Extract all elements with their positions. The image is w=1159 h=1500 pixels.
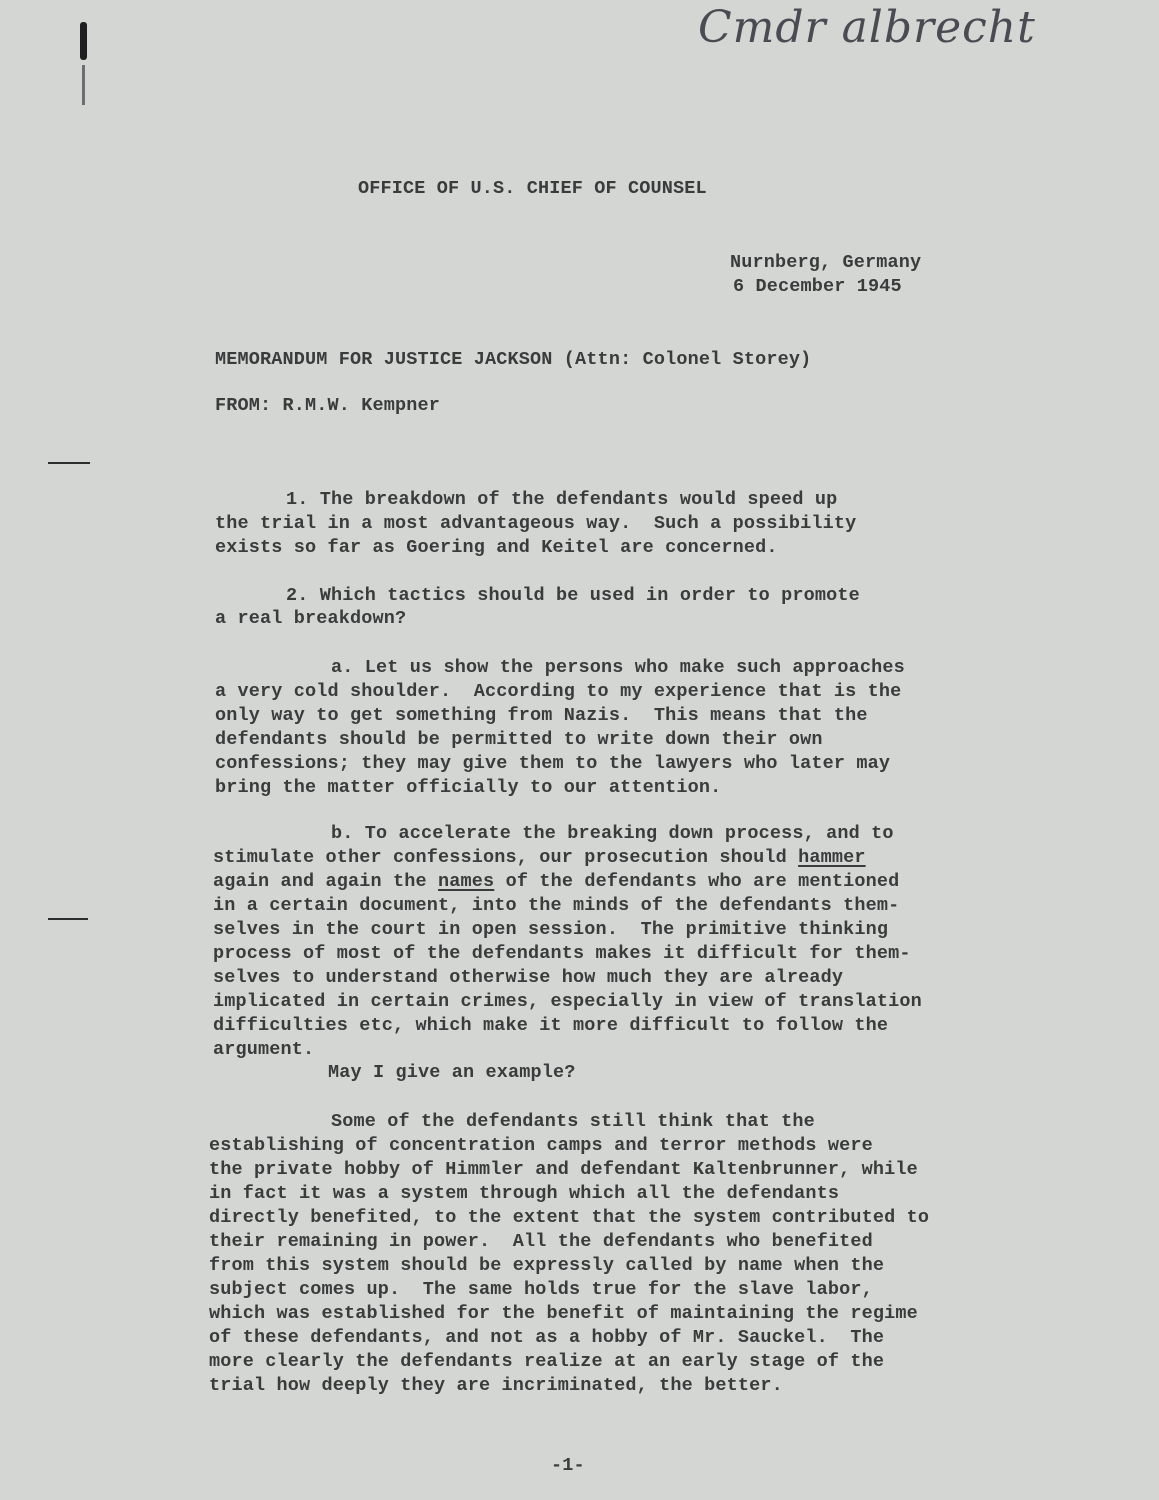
example-paragraph-line: their remaining in power. All the defendants who benefited — [209, 1231, 873, 1252]
paragraph-a-line: a. Let us show the persons who make such approaches — [331, 657, 905, 678]
paragraph-b-text: stimulate other confessions, our prosecution should — [213, 847, 799, 868]
binder-hole-mark — [80, 22, 87, 60]
paragraph-1-line: the trial in a most advantageous way. Such a possibility — [215, 513, 857, 534]
paragraph-1-line: 1. The breakdown of the defendants would speed up — [286, 489, 838, 510]
date-line: 6 December 1945 — [733, 276, 902, 297]
handwritten-annotation: Cmdr albrecht — [698, 2, 1036, 53]
paragraph-2-line: 2. Which tactics should be used in order to promote — [286, 585, 860, 606]
underlined-word-names: names — [438, 871, 495, 892]
paragraph-b-line — [213, 846, 866, 870]
paragraph-b-line: in a certain document, into the minds of the defendants them- — [213, 895, 900, 916]
memo-from-line: FROM: R.M.W. Kempner — [215, 395, 441, 416]
paragraph-b-line: process of most of the defendants makes it difficult for them- — [213, 943, 911, 964]
paragraph-b-text: again and again the — [213, 871, 439, 892]
example-paragraph-line: more clearly the defendants realize at an early stage of the — [209, 1351, 885, 1372]
paragraph-b-line: b. To accelerate the breaking down process, and to — [331, 823, 894, 844]
paragraph-b-line: selves in the court in open session. The primitive thinking — [213, 919, 889, 940]
example-paragraph-line: trial how deeply they are incriminated, the better. — [209, 1375, 783, 1396]
paragraph-b-line — [213, 870, 899, 894]
margin-tick-mark — [48, 462, 90, 464]
paragraph-2-line: a real breakdown? — [215, 608, 407, 629]
example-paragraph-line: subject comes up. The same holds true for the slave labor, — [209, 1279, 873, 1300]
binder-tick-mark — [82, 65, 85, 105]
paragraph-a-line: only way to get something from Nazis. This means that the — [215, 705, 868, 726]
underlined-word-hammer: hammer — [798, 847, 866, 868]
paragraph-b-text: of the defendants who are mentioned — [494, 871, 900, 892]
example-paragraph-line: of these defendants, and not as a hobby of Mr. Sauckel. The — [209, 1327, 885, 1348]
paragraph-b-line: selves to understand otherwise how much they are already — [213, 967, 844, 988]
example-paragraph-line: in fact it was a system through which all the defendants — [209, 1183, 840, 1204]
place-line: Nurnberg, Germany — [730, 252, 922, 273]
example-paragraph-line: the private hobby of Himmler and defendant Kaltenbrunner, while — [209, 1159, 918, 1180]
example-paragraph-line: from this system should be expressly called by name when the — [209, 1255, 885, 1276]
paragraph-a-line: confessions; they may give them to the lawyers who later may — [215, 753, 891, 774]
paragraph-a-line: defendants should be permitted to write down their own — [215, 729, 823, 750]
example-paragraph-line: which was established for the benefit of maintaining the regime — [209, 1303, 918, 1324]
paragraph-b-line: difficulties etc, which make it more difficult to follow the — [213, 1015, 889, 1036]
office-header: OFFICE OF U.S. CHIEF OF COUNSEL — [358, 178, 707, 199]
paragraph-b-line: implicated in certain crimes, especially in view of translation — [213, 991, 922, 1012]
page-number: -1- — [551, 1455, 585, 1476]
example-paragraph-line: Some of the defendants still think that the — [331, 1111, 815, 1132]
margin-tick-mark — [48, 918, 88, 920]
paragraph-a-line: bring the matter officially to our attention. — [215, 777, 722, 798]
paragraph-a-line: a very cold shoulder. According to my experience that is the — [215, 681, 902, 702]
example-question: May I give an example? — [328, 1062, 576, 1083]
paragraph-1-line: exists so far as Goering and Keitel are concerned. — [215, 537, 778, 558]
paragraph-b-line: argument. — [213, 1039, 315, 1060]
example-paragraph-line: directly benefited, to the extent that the system contributed to — [209, 1207, 930, 1228]
example-paragraph-line: establishing of concentration camps and terror methods were — [209, 1135, 873, 1156]
memo-to-line: MEMORANDUM FOR JUSTICE JACKSON (Attn: Colonel Storey) — [215, 349, 812, 370]
